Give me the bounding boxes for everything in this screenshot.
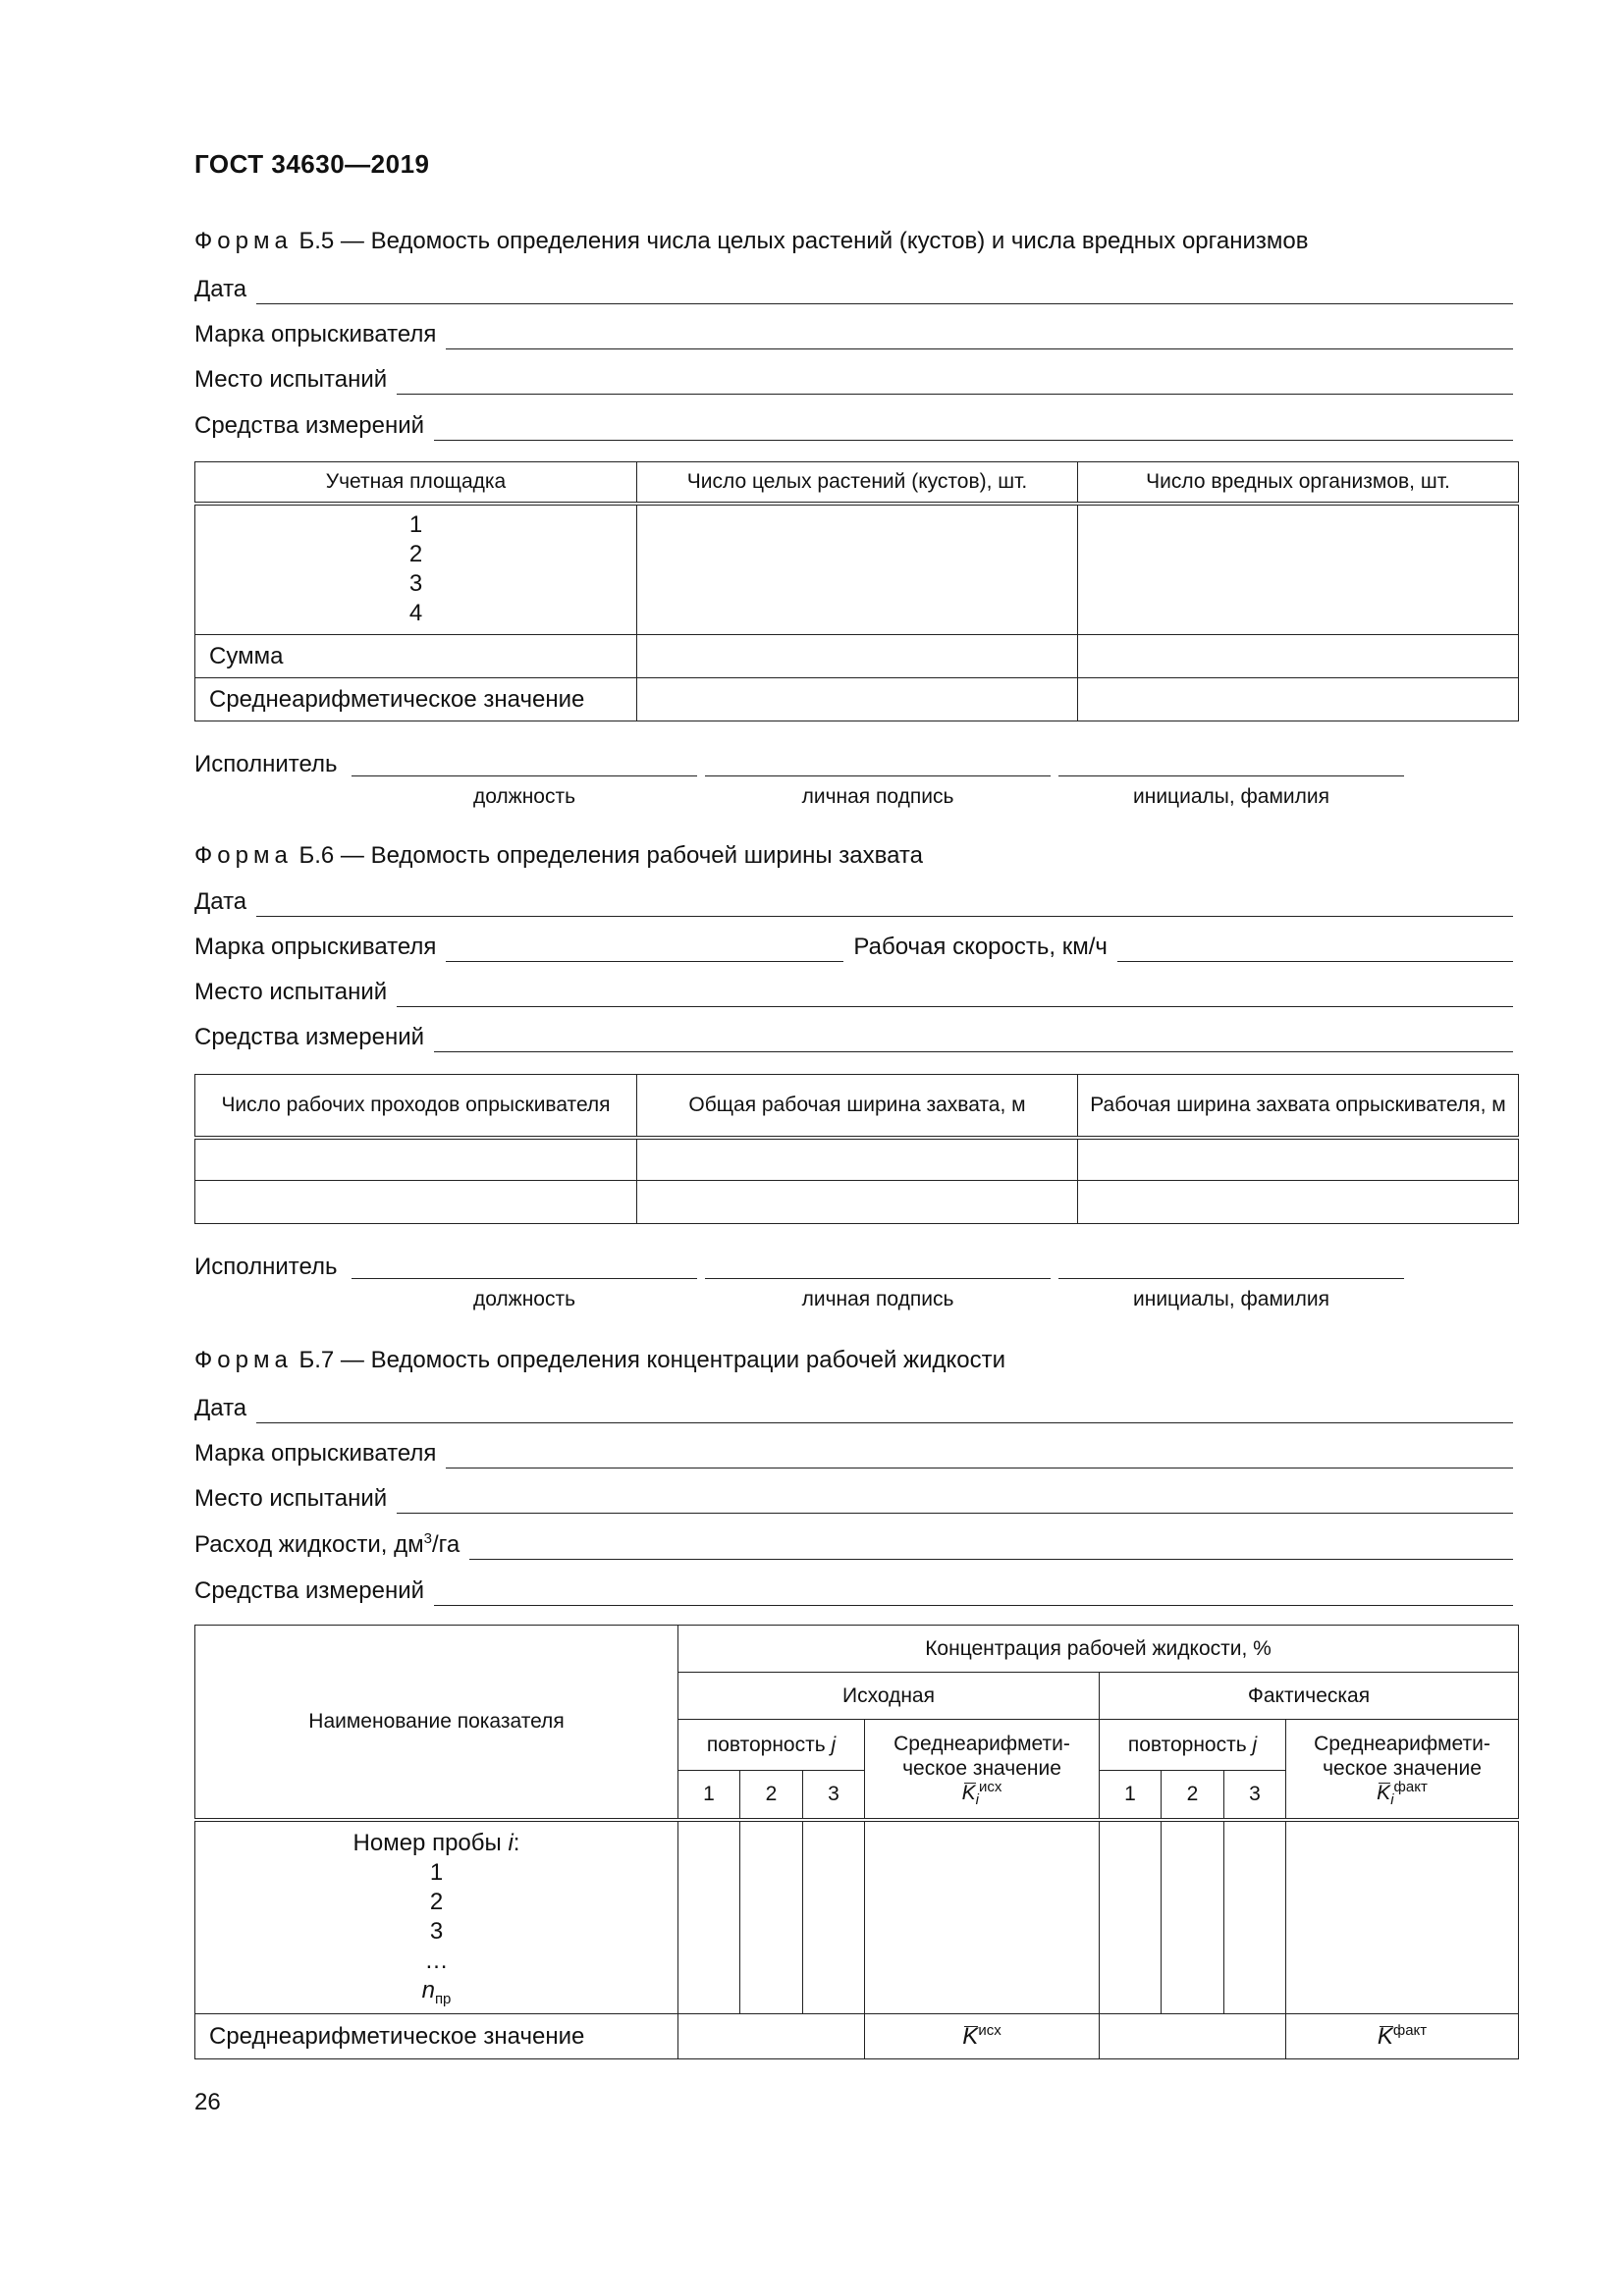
b7-actual-repeat-var: j bbox=[1252, 1734, 1258, 1756]
b7-actual-repeat-1: 1 bbox=[1100, 1771, 1162, 1820]
b5-sprayer-brand-line[interactable] bbox=[446, 321, 1513, 349]
b6-signature-caption: личная подпись bbox=[801, 1288, 954, 1310]
b5-mean-pests-cell[interactable] bbox=[1078, 678, 1519, 721]
b7-initial-k-index: i bbox=[975, 1791, 979, 1809]
b5-date-field[interactable] bbox=[194, 269, 1513, 304]
b7-instruments-label: Средства измерений bbox=[194, 1577, 425, 1604]
b5-instruments-line[interactable] bbox=[434, 412, 1513, 441]
b5-mean-plants-cell[interactable] bbox=[637, 678, 1078, 721]
b7-actual-r3-cell[interactable] bbox=[1224, 1820, 1286, 2014]
b5-signature-line[interactable] bbox=[705, 775, 1051, 776]
b7-actual-k-index: i bbox=[1390, 1791, 1394, 1809]
b5-sprayer-brand-field[interactable] bbox=[194, 314, 1513, 349]
b7-actual-r1-cell[interactable] bbox=[1100, 1820, 1162, 2014]
b5-table bbox=[194, 461, 1519, 721]
b7-flow-label-pre: Расход жидкости, дм bbox=[194, 1531, 424, 1558]
form-b5-title bbox=[194, 228, 1308, 255]
b7-initial-r1-cell[interactable] bbox=[678, 1820, 740, 2014]
b7-actual-repeat-3: 3 bbox=[1224, 1771, 1286, 1820]
b7-initial-repeat-var: j bbox=[831, 1734, 837, 1756]
b7-mean-actual-blank[interactable] bbox=[1100, 2014, 1286, 2059]
b6-table bbox=[194, 1074, 1519, 1224]
b5-sprayer-brand-label: Марка опрыскивателя bbox=[194, 321, 437, 347]
b7-initial-mean-header bbox=[865, 1720, 1100, 1820]
b6-instruments-line[interactable] bbox=[434, 1024, 1513, 1052]
b6-signature-line[interactable] bbox=[705, 1278, 1051, 1279]
b7-sample-var: i bbox=[508, 1830, 514, 1857]
b7-sample-ellipsis: … bbox=[424, 1948, 449, 1975]
form-b7-title-text: Б.7 — Ведомость определения концентрации рабочей жидкости bbox=[298, 1347, 1006, 1373]
b5-instruments-field[interactable] bbox=[194, 405, 1513, 441]
b7-mean-row-label: Среднеарифметическое значение bbox=[195, 2014, 678, 2059]
b7-initial-k-sup: исх bbox=[978, 1779, 1002, 1796]
b7-actual-r2-cell[interactable] bbox=[1162, 1820, 1224, 2014]
b7-initial-r2-cell[interactable] bbox=[740, 1820, 803, 2014]
b7-actual-mean-header bbox=[1286, 1720, 1519, 1820]
b7-actual-mean-label: Среднеарифмети-ческое значение bbox=[1314, 1733, 1490, 1781]
b7-flow-label bbox=[194, 1530, 469, 1560]
b7-actual-repeat-header bbox=[1100, 1720, 1286, 1771]
b6-executor-label: Исполнитель bbox=[194, 1254, 338, 1280]
b7-date-label: Дата bbox=[194, 1395, 247, 1421]
b7-actual-repeat-2: 2 bbox=[1162, 1771, 1224, 1820]
b5-sum-label: Сумма bbox=[195, 635, 637, 678]
b7-flow-line[interactable] bbox=[469, 1531, 1513, 1560]
b5-test-site-field[interactable] bbox=[194, 359, 1513, 395]
b7-flow-field[interactable] bbox=[194, 1524, 1513, 1560]
b7-sprayer-brand-line[interactable] bbox=[446, 1440, 1513, 1468]
b6-sprayer-brand-field[interactable] bbox=[194, 927, 1513, 962]
b7-test-site-label: Место испытаний bbox=[194, 1485, 388, 1512]
b6-speed-line[interactable] bbox=[1117, 934, 1513, 962]
b7-test-site-line[interactable] bbox=[397, 1485, 1513, 1514]
b6-sprayer-brand-label: Марка опрыскивателя bbox=[194, 934, 437, 960]
b6-cell-r2c3[interactable] bbox=[1078, 1181, 1519, 1224]
b7-mean-actual-k-sup: факт bbox=[1392, 2022, 1428, 2039]
b7-sample-2: 2 bbox=[429, 1889, 444, 1916]
b6-cell-r1c3[interactable] bbox=[1078, 1138, 1519, 1181]
b6-speed-label: Рабочая скорость, км/ч bbox=[853, 934, 1108, 960]
b5-sum-plants-cell[interactable] bbox=[637, 635, 1078, 678]
b7-sample-label-line: Номер пробы i: bbox=[352, 1830, 520, 1857]
b5-plot-2: 2 bbox=[408, 541, 423, 568]
b5-signature-caption: личная подпись bbox=[801, 785, 954, 808]
b7-sample-n-sub: пр bbox=[434, 1991, 452, 2008]
b5-col-pests: Число вредных организмов, шт. bbox=[1078, 462, 1519, 504]
page-number: 26 bbox=[194, 2089, 221, 2115]
b7-sample-n-letter: n bbox=[421, 1977, 435, 2004]
b7-instruments-field[interactable] bbox=[194, 1571, 1513, 1606]
b7-initial-repeat-header bbox=[678, 1720, 865, 1771]
b6-col-total-width: Общая рабочая ширина захвата, м bbox=[637, 1075, 1078, 1138]
b5-date-line[interactable] bbox=[256, 276, 1513, 304]
b7-sample-3: 3 bbox=[429, 1918, 444, 1946]
b6-test-site-label: Место испытаний bbox=[194, 979, 388, 1005]
b7-sample-numbers bbox=[195, 1820, 678, 2014]
b5-position-line[interactable] bbox=[352, 775, 697, 776]
b6-name-line[interactable] bbox=[1058, 1278, 1404, 1279]
b6-date-field[interactable] bbox=[194, 881, 1513, 917]
b7-initial-r3-cell[interactable] bbox=[803, 1820, 865, 2014]
b5-mean-label: Среднеарифметическое значение bbox=[195, 678, 637, 721]
b6-instruments-label: Средства измерений bbox=[194, 1024, 425, 1050]
b7-initial-repeat-label: повторность bbox=[706, 1734, 826, 1756]
b6-position-line[interactable] bbox=[352, 1278, 697, 1279]
b5-plot-3: 3 bbox=[408, 570, 423, 598]
b5-plot-1: 1 bbox=[408, 511, 423, 539]
b5-date-label: Дата bbox=[194, 276, 247, 302]
form-b5-prefix: Форма bbox=[194, 228, 293, 254]
b5-test-site-line[interactable] bbox=[397, 366, 1513, 395]
b7-actual-repeat-label: повторность bbox=[1127, 1734, 1247, 1756]
document-header: ГОСТ 34630—2019 bbox=[194, 149, 430, 179]
b6-col-passes: Число рабочих проходов опрыскивателя bbox=[195, 1075, 637, 1138]
b5-name-line[interactable] bbox=[1058, 775, 1404, 776]
b7-concentration-header: Концентрация рабочей жидкости, % bbox=[678, 1626, 1519, 1673]
b7-actual-k-letter: K bbox=[1377, 1782, 1391, 1805]
b5-position-caption: должность bbox=[472, 785, 576, 808]
b7-initial-repeat-1: 1 bbox=[678, 1771, 740, 1820]
form-b6-title bbox=[194, 842, 923, 870]
b6-test-site-line[interactable] bbox=[397, 979, 1513, 1007]
b7-actual-mean-cell[interactable] bbox=[1286, 1820, 1519, 2014]
b7-table bbox=[194, 1625, 1519, 2059]
b6-cell-r1c1[interactable] bbox=[195, 1138, 637, 1181]
b7-mean-initial-k-sup: исх bbox=[978, 2022, 1001, 2039]
b5-executor bbox=[194, 750, 1513, 808]
b7-initial-k-letter: K bbox=[961, 1782, 976, 1805]
b7-actual-k-symbol bbox=[1300, 1779, 1504, 1809]
b7-mean-actual-k bbox=[1286, 2014, 1519, 2059]
form-b7-prefix: Форма bbox=[194, 1347, 293, 1373]
b5-instruments-label: Средства измерений bbox=[194, 412, 425, 439]
b7-sprayer-brand-field[interactable] bbox=[194, 1433, 1513, 1468]
b7-initial-repeat-2: 2 bbox=[740, 1771, 803, 1820]
form-b6-title-text: Б.6 — Ведомость определения рабочей ширины захвата bbox=[298, 842, 923, 869]
b6-date-label: Дата bbox=[194, 888, 247, 915]
b7-actual-k-sup: факт bbox=[1393, 1779, 1428, 1796]
b7-mean-initial-k-letter: K bbox=[962, 2023, 979, 2050]
b6-name-caption: инициалы, фамилия bbox=[1133, 1288, 1329, 1310]
b6-executor bbox=[194, 1253, 1513, 1310]
b7-mean-initial-blank[interactable] bbox=[678, 2014, 865, 2059]
b6-sprayer-brand-line[interactable] bbox=[446, 934, 843, 962]
b7-actual-header: Фактическая bbox=[1100, 1673, 1519, 1720]
b7-flow-label-post: /га bbox=[431, 1531, 460, 1558]
b6-test-site-field[interactable] bbox=[194, 972, 1513, 1007]
b7-date-line[interactable] bbox=[256, 1395, 1513, 1423]
b5-pests-cell[interactable] bbox=[1078, 504, 1519, 635]
b6-instruments-field[interactable] bbox=[194, 1017, 1513, 1052]
b5-col-plot: Учетная площадка bbox=[195, 462, 637, 504]
b5-test-site-label: Место испытаний bbox=[194, 366, 388, 393]
b6-date-line[interactable] bbox=[256, 888, 1513, 917]
b5-name-caption: инициалы, фамилия bbox=[1133, 785, 1329, 808]
form-b6-prefix: Форма bbox=[194, 842, 293, 869]
b7-initial-mean-cell[interactable] bbox=[865, 1820, 1100, 2014]
b7-mean-initial-k bbox=[865, 2014, 1100, 2059]
b6-cell-r2c2[interactable] bbox=[637, 1181, 1078, 1224]
b7-flow-label-sup: 3 bbox=[423, 1530, 432, 1547]
form-b5-title-text: Б.5 — Ведомость определения числа целых растений (кустов) и числа вредных организмов bbox=[298, 228, 1309, 254]
b5-plot-numbers bbox=[195, 504, 637, 635]
b7-col-indicator: Наименование показателя bbox=[195, 1626, 678, 1820]
b7-sample-1: 1 bbox=[429, 1859, 444, 1887]
form-b7-title bbox=[194, 1347, 1005, 1374]
b7-initial-repeat-3: 3 bbox=[803, 1771, 865, 1820]
b7-instruments-line[interactable] bbox=[434, 1577, 1513, 1606]
b6-cell-r2c1[interactable] bbox=[195, 1181, 637, 1224]
b5-col-plants: Число целых растений (кустов), шт. bbox=[637, 462, 1078, 504]
b7-sample-n bbox=[421, 1976, 452, 2008]
b7-sprayer-brand-label: Марка опрыскивателя bbox=[194, 1440, 437, 1467]
b6-cell-r1c2[interactable] bbox=[637, 1138, 1078, 1181]
b7-initial-header: Исходная bbox=[678, 1673, 1100, 1720]
b5-plot-4: 4 bbox=[408, 600, 423, 627]
b6-col-working-width: Рабочая ширина захвата опрыскивателя, м bbox=[1078, 1075, 1519, 1138]
b7-mean-actual-k-letter: K bbox=[1377, 2023, 1393, 2050]
b5-executor-label: Исполнитель bbox=[194, 751, 338, 777]
b7-date-field[interactable] bbox=[194, 1388, 1513, 1423]
b7-initial-k-symbol bbox=[879, 1779, 1085, 1809]
b7-test-site-field[interactable] bbox=[194, 1478, 1513, 1514]
b7-sample-label: Номер пробы bbox=[352, 1830, 502, 1857]
b5-plants-cell[interactable] bbox=[637, 504, 1078, 635]
b7-initial-mean-label: Среднеарифмети-ческое значение bbox=[893, 1733, 1070, 1781]
b5-sum-pests-cell[interactable] bbox=[1078, 635, 1519, 678]
b6-position-caption: должность bbox=[472, 1288, 576, 1310]
